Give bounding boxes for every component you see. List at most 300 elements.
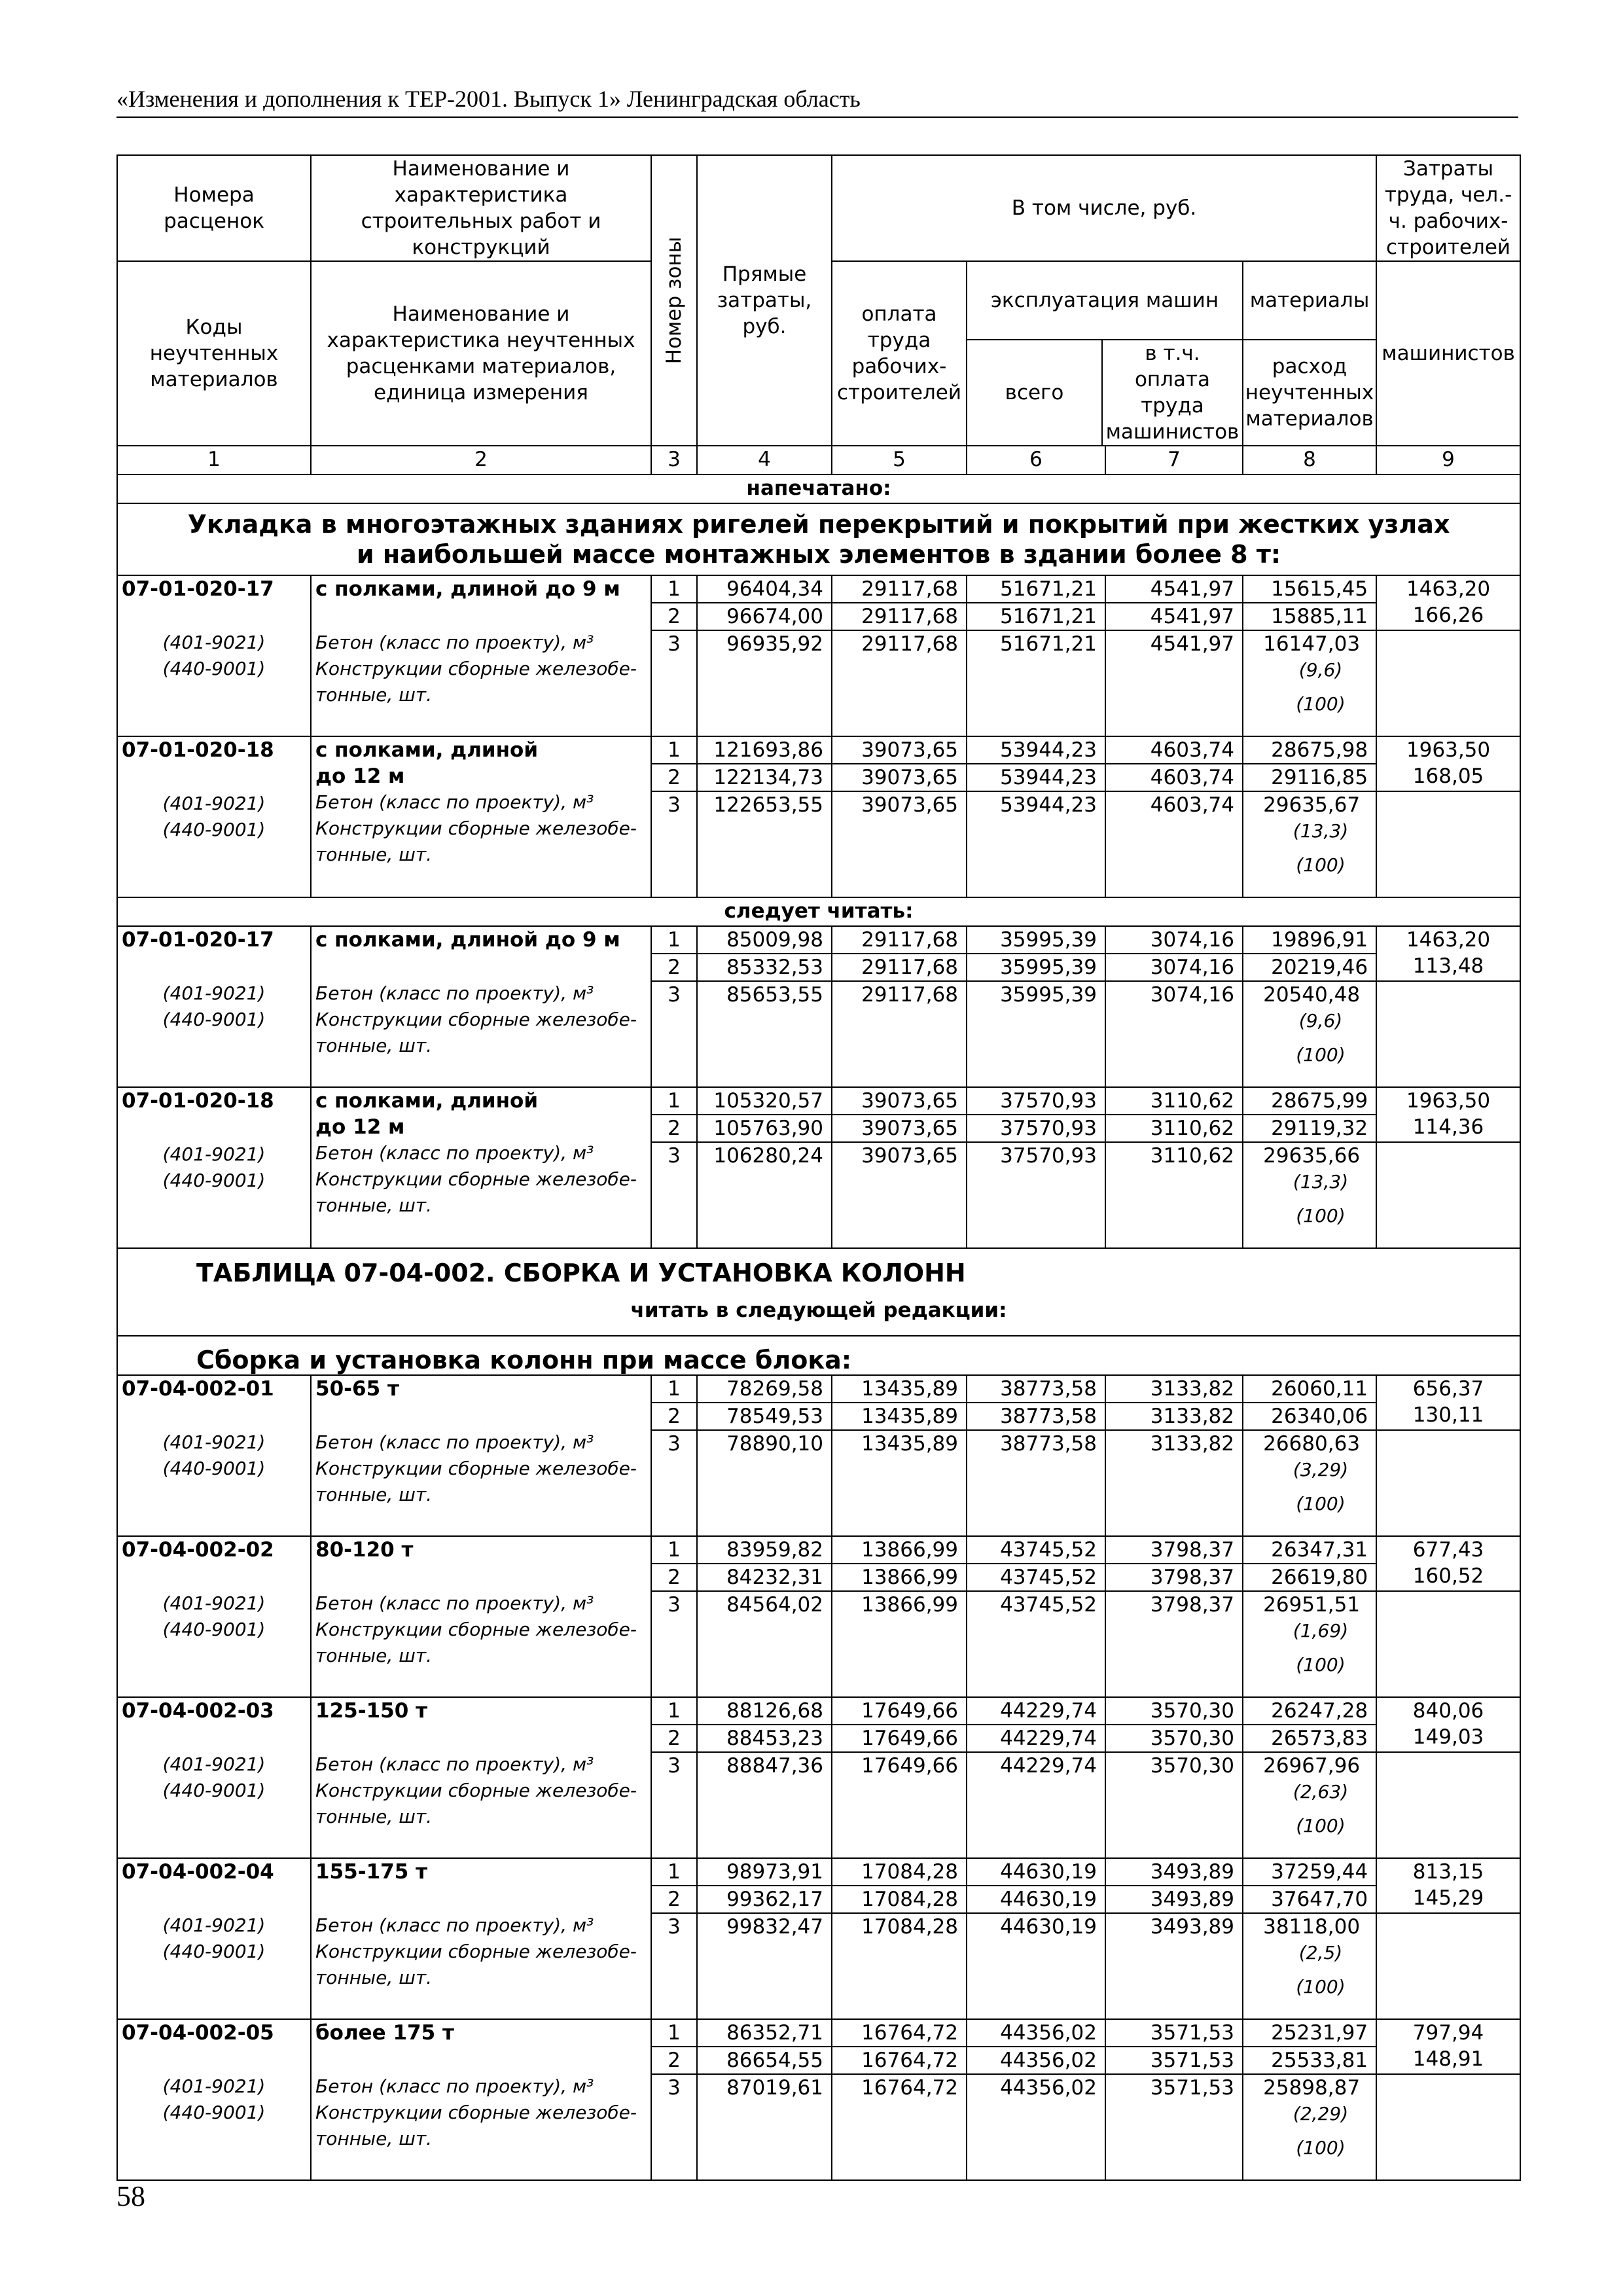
hdr-materials (1243, 261, 1376, 446)
rate-row (117, 2019, 1520, 2047)
materials-value: 29635,67 (1263, 793, 1361, 817)
table-body (117, 155, 1520, 2180)
material-name: Бетон (класс по проекту), м³ (315, 791, 594, 813)
cost-value: 39073,65 (832, 736, 967, 764)
materials-value: 25898,87 (1263, 2076, 1361, 2100)
cost-value: 13435,89 (832, 1403, 967, 1430)
hdr-machine-operation (967, 261, 1243, 446)
cost-value: 78269,58 (697, 1375, 832, 1403)
rate-row (117, 1697, 1520, 1725)
material-code: (401-9021) (162, 1753, 266, 1775)
labor-workers: 1963,50 (1406, 1089, 1491, 1113)
zone-number: 1 (651, 736, 697, 764)
cost-value: 25231,97 (1243, 2019, 1376, 2047)
material-name: Конструкции сборные железобе-тонные, шт. (315, 658, 637, 706)
zone-number: 3 (651, 791, 697, 897)
zone-number: 3 (651, 981, 697, 1087)
material-qty: (2,29) (1293, 2103, 1349, 2125)
materials-cell (1243, 2074, 1376, 2180)
hdr-materials-label: материалы (1243, 262, 1376, 340)
cost-value: 3493,89 (1105, 1858, 1243, 1886)
hdr-direct-costs: Прямые затраты, руб. (697, 155, 832, 446)
material-codes (122, 2073, 306, 2126)
rate-code-cell (117, 1858, 311, 2019)
rate-row (117, 1087, 1520, 1115)
empty-cell (1376, 1430, 1520, 1536)
materials-cell (1243, 1913, 1376, 2019)
rate-code: 07-01-020-17 (122, 928, 274, 952)
material-code: (401-9021) (162, 632, 266, 653)
material-name: Бетон (класс по проекту), м³ (315, 982, 594, 1004)
material-qty: (100) (1296, 1654, 1346, 1676)
spacer (315, 1563, 647, 1590)
cost-value: 3110,62 (1105, 1142, 1243, 1248)
column-number: 8 (1243, 446, 1376, 475)
cost-value: 85653,55 (697, 981, 832, 1087)
material-code: (401-9021) (162, 793, 266, 814)
band-printed (117, 475, 1520, 503)
hdr-material-codes: Коды неучтенных материалов (117, 261, 311, 446)
labor-cost-cell (1376, 736, 1520, 791)
material-name: Конструкции сборные железобе-тонные, шт. (315, 1168, 637, 1216)
column-numbers-row (117, 446, 1520, 475)
cost-value: 28675,99 (1243, 1087, 1376, 1115)
cost-value: 122653,55 (697, 791, 832, 897)
zone-number: 2 (651, 603, 697, 630)
rate-code: 07-04-002-02 (122, 1538, 274, 1562)
material-name: Конструкции сборные железобе-тонные, шт. (315, 1941, 637, 1988)
cost-value: 44630,19 (967, 1886, 1105, 1913)
spacer (122, 2046, 306, 2073)
material-codes (122, 980, 306, 1033)
band-printed-text: напечатано: (117, 475, 1520, 503)
hdr-material-consumption: расход неучтенных материалов (1245, 355, 1374, 431)
rate-code: 07-04-002-04 (122, 1860, 274, 1884)
cost-value: 3493,89 (1105, 1886, 1243, 1913)
cost-value: 4541,97 (1105, 575, 1243, 603)
section-title-girders-text (117, 503, 1520, 575)
cost-value: 3074,16 (1105, 954, 1243, 981)
rate-code: 07-04-002-03 (122, 1699, 274, 1723)
cost-value: 51671,21 (967, 575, 1105, 603)
materials-cell (1243, 1430, 1376, 1536)
cost-value: 3570,30 (1105, 1725, 1243, 1752)
labor-machinists: 148,91 (1412, 2047, 1484, 2071)
section-title-columns-text: Сборка и установка колонн при массе блока: (117, 1336, 1520, 1375)
rate-name-cell (311, 1858, 651, 2019)
material-name: Бетон (класс по проекту), м³ (315, 1142, 594, 1164)
rate-code-cell (117, 575, 311, 736)
cost-value: 37570,93 (967, 1087, 1105, 1115)
cost-value: 26060,11 (1243, 1375, 1376, 1403)
cost-value: 38773,58 (967, 1430, 1105, 1536)
materials-cell (1243, 1752, 1376, 1858)
cost-value: 85009,98 (697, 926, 832, 954)
rate-row (117, 926, 1520, 954)
cost-value: 19896,91 (1243, 926, 1376, 954)
labor-workers: 1463,20 (1406, 577, 1491, 601)
materials-cell (1243, 791, 1376, 897)
material-code: (440-9001) (162, 1780, 266, 1801)
hdr-including: В том числе, руб. (832, 155, 1376, 261)
labor-machinists: 113,48 (1412, 954, 1484, 978)
zone-number: 1 (651, 1375, 697, 1403)
rate-row (117, 1858, 1520, 1886)
hdr-machinists: машинистов (1376, 261, 1520, 446)
cost-value: 39073,65 (832, 791, 967, 897)
material-names (315, 1140, 647, 1219)
empty-cell (1376, 1591, 1520, 1697)
spacer (315, 1885, 647, 1912)
cost-value: 13866,99 (832, 1536, 967, 1564)
cost-value: 3798,37 (1105, 1591, 1243, 1697)
rate-code-cell (117, 736, 311, 897)
running-header: «Изменения и дополнения к ТЕР-2001. Выпуск 1» Ленинградская область (116, 82, 1518, 118)
spacer (315, 1402, 647, 1429)
materials-value: 16147,03 (1263, 632, 1361, 656)
section-title-girders-line: и наибольшей массе монтажных элементов в здании более 8 т: (356, 540, 1281, 569)
cost-value: 105763,90 (697, 1115, 832, 1142)
table-title-band (117, 1248, 1520, 1336)
rate-name-cell (311, 575, 651, 736)
rate-name-cell (311, 736, 651, 897)
rate-code-cell (117, 926, 311, 1087)
cost-value: 35995,39 (967, 926, 1105, 954)
material-name: Конструкции сборные железобе-тонные, шт. (315, 1458, 637, 1505)
cost-value: 96404,34 (697, 575, 832, 603)
cost-value: 43745,52 (967, 1591, 1105, 1697)
cost-value: 3570,30 (1105, 1697, 1243, 1725)
cost-value: 51671,21 (967, 630, 1105, 736)
empty-cell (1376, 1142, 1520, 1248)
rate-name: 125-150 т (315, 1699, 428, 1723)
material-names (315, 2073, 647, 2152)
zone-number: 1 (651, 575, 697, 603)
rate-row (117, 575, 1520, 603)
material-qty: (100) (1296, 1205, 1346, 1227)
material-names (315, 1751, 647, 1830)
cost-value: 38773,58 (967, 1403, 1105, 1430)
spacer (122, 953, 306, 980)
cost-value: 44229,74 (967, 1752, 1105, 1858)
cost-value: 96674,00 (697, 603, 832, 630)
cost-value: 88847,36 (697, 1752, 832, 1858)
cost-value: 88453,23 (697, 1725, 832, 1752)
material-name: Бетон (класс по проекту), м³ (315, 1914, 594, 1936)
labor-cost-cell (1376, 575, 1520, 630)
material-qty: (100) (1296, 1815, 1346, 1837)
zone-number: 3 (651, 630, 697, 736)
material-qty: (100) (1296, 693, 1346, 715)
cost-value: 121693,86 (697, 736, 832, 764)
cost-value: 4603,74 (1105, 764, 1243, 791)
spacer (315, 1724, 647, 1751)
material-name: Бетон (класс по проекту), м³ (315, 632, 594, 653)
cost-value: 13866,99 (832, 1591, 967, 1697)
cost-value: 28675,98 (1243, 736, 1376, 764)
cost-value: 96935,92 (697, 630, 832, 736)
material-name: Бетон (класс по проекту), м³ (315, 1592, 594, 1614)
cost-value: 122134,73 (697, 764, 832, 791)
materials-value: 29635,66 (1263, 1144, 1361, 1168)
cost-value: 44630,19 (967, 1858, 1105, 1886)
labor-workers: 813,15 (1412, 1860, 1484, 1884)
cost-value: 16764,72 (832, 2019, 967, 2047)
rate-code-cell (117, 1375, 311, 1536)
cost-value: 3571,53 (1105, 2074, 1243, 2180)
rate-code-cell (117, 2019, 311, 2180)
rate-code: 07-01-020-18 (122, 1089, 274, 1113)
cost-value: 26340,06 (1243, 1403, 1376, 1430)
material-code: (401-9021) (162, 1914, 266, 1936)
cost-value: 4603,74 (1105, 791, 1243, 897)
materials-cell (1243, 1142, 1376, 1248)
cost-value: 44356,02 (967, 2047, 1105, 2074)
hdr-zone-number (651, 155, 697, 446)
spacer (315, 2046, 647, 2073)
material-qty: (100) (1296, 854, 1346, 876)
material-name: Конструкции сборные железобе-тонные, шт. (315, 817, 637, 865)
cost-value: 99362,17 (697, 1886, 832, 1913)
cost-value: 26573,83 (1243, 1725, 1376, 1752)
material-qty: (3,29) (1293, 1459, 1349, 1480)
material-name: Конструкции сборные железобе-тонные, шт. (315, 1780, 637, 1827)
cost-value: 4603,74 (1105, 736, 1243, 764)
cost-value: 35995,39 (967, 954, 1105, 981)
cost-value: 29117,68 (832, 575, 967, 603)
labor-machinists: 149,03 (1412, 1725, 1484, 1749)
material-qty: (1,69) (1293, 1620, 1349, 1641)
material-code: (440-9001) (162, 1170, 266, 1191)
page-number: 58 (116, 2180, 145, 2212)
labor-cost-cell (1376, 1375, 1520, 1430)
hdr-worker-pay: оплата труда рабочих-строителей (832, 261, 967, 446)
table-title: ТАБЛИЦА 07-04-002. СБОРКА И УСТАНОВКА КОЛОНН (196, 1259, 966, 1287)
cost-value: 4541,97 (1105, 603, 1243, 630)
cost-value: 3571,53 (1105, 2047, 1243, 2074)
material-names (315, 980, 647, 1059)
zone-number: 2 (651, 1403, 697, 1430)
cost-value: 43745,52 (967, 1564, 1105, 1591)
materials-cell (1243, 1591, 1376, 1697)
material-names (315, 1590, 647, 1669)
cost-value: 44229,74 (967, 1697, 1105, 1725)
cost-value: 3133,82 (1105, 1403, 1243, 1430)
column-number: 7 (1105, 446, 1243, 475)
section-title-girders (117, 503, 1520, 575)
hdr-material-names: Наименование и характеристика неучтенных расценками материалов, единица измерения (311, 261, 651, 446)
cost-value: 38773,58 (967, 1375, 1105, 1403)
cost-value: 51671,21 (967, 603, 1105, 630)
cost-value: 44356,02 (967, 2074, 1105, 2180)
hdr-machine-total: всего (967, 340, 1103, 445)
rate-name: с полками, длиной до 12 м (315, 738, 539, 788)
material-name: Конструкции сборные железобе-тонные, шт. (315, 1009, 637, 1056)
table-title-band-cell (117, 1248, 1520, 1336)
material-names (315, 1429, 647, 1508)
cost-value: 3110,62 (1105, 1115, 1243, 1142)
zone-number: 1 (651, 2019, 697, 2047)
cost-value: 84564,02 (697, 1591, 832, 1697)
rate-row (117, 1536, 1520, 1564)
cost-value: 86352,71 (697, 2019, 832, 2047)
rate-code-cell (117, 1697, 311, 1858)
cost-value: 20219,46 (1243, 954, 1376, 981)
column-number: 5 (832, 446, 967, 475)
empty-cell (1376, 2074, 1520, 2180)
rate-row (117, 1375, 1520, 1403)
zone-number: 3 (651, 1430, 697, 1536)
cost-value: 3133,82 (1105, 1375, 1243, 1403)
material-qty: (9,6) (1298, 659, 1343, 681)
cost-value: 53944,23 (967, 791, 1105, 897)
cost-value: 29117,68 (832, 926, 967, 954)
material-code: (401-9021) (162, 982, 266, 1004)
cost-value: 29116,85 (1243, 764, 1376, 791)
rate-name-cell (311, 926, 651, 1087)
cost-value: 53944,23 (967, 736, 1105, 764)
cost-value: 15885,11 (1243, 603, 1376, 630)
cost-value: 83959,82 (697, 1536, 832, 1564)
cost-value: 26347,31 (1243, 1536, 1376, 1564)
material-names (315, 789, 647, 868)
zone-number: 1 (651, 1697, 697, 1725)
column-number: 6 (967, 446, 1105, 475)
labor-machinists: 160,52 (1412, 1564, 1484, 1588)
section-title-columns (117, 1336, 1520, 1375)
material-codes (122, 791, 306, 843)
spacer (122, 602, 306, 630)
rate-code-cell (117, 1536, 311, 1697)
cost-value: 44356,02 (967, 2019, 1105, 2047)
cost-value: 17084,28 (832, 1858, 967, 1886)
cost-value: 3110,62 (1105, 1087, 1243, 1115)
material-name: Конструкции сборные железобе-тонные, шт. (315, 2102, 637, 2149)
spacer (315, 602, 647, 630)
material-qty: (2,63) (1293, 1781, 1349, 1803)
material-code: (440-9001) (162, 819, 266, 840)
zone-number: 1 (651, 1536, 697, 1564)
labor-workers: 840,06 (1412, 1699, 1484, 1723)
cost-value: 37570,93 (967, 1115, 1105, 1142)
cost-value: 17084,28 (832, 1913, 967, 2019)
cost-value: 88126,68 (697, 1697, 832, 1725)
labor-cost-cell (1376, 926, 1520, 981)
material-code: (401-9021) (162, 1431, 266, 1453)
cost-value: 105320,57 (697, 1087, 832, 1115)
cost-value: 85332,53 (697, 954, 832, 981)
material-qty: (100) (1296, 1044, 1346, 1066)
labor-cost-cell (1376, 2019, 1520, 2074)
cost-value: 106280,24 (697, 1142, 832, 1248)
cost-value: 37647,70 (1243, 1886, 1376, 1913)
cost-value: 3074,16 (1105, 981, 1243, 1087)
hdr-work-name: Наименование и характеристика строительных работ и конструкций (311, 155, 651, 261)
cost-value: 17649,66 (832, 1752, 967, 1858)
cost-value: 25533,81 (1243, 2047, 1376, 2074)
zone-number: 3 (651, 2074, 697, 2180)
rate-name-cell (311, 1087, 651, 1248)
column-number: 9 (1376, 446, 1520, 475)
material-code: (440-9001) (162, 658, 266, 679)
zone-number: 3 (651, 1142, 697, 1248)
rate-name-cell (311, 1375, 651, 1536)
spacer (122, 1563, 306, 1590)
material-codes (122, 1751, 306, 1804)
labor-machinists: 168,05 (1412, 764, 1484, 788)
labor-machinists: 130,11 (1412, 1403, 1484, 1427)
labor-workers: 1963,50 (1406, 738, 1491, 762)
zone-number: 3 (651, 1591, 697, 1697)
materials-value: 20540,48 (1263, 983, 1361, 1007)
band-read-text: следует читать: (117, 897, 1520, 926)
cost-value: 39073,65 (832, 1087, 967, 1115)
labor-workers: 797,94 (1412, 2021, 1484, 2045)
labor-cost-cell (1376, 1858, 1520, 1913)
cost-value: 13435,89 (832, 1430, 967, 1536)
spacer (315, 953, 647, 980)
rate-name-cell (311, 1536, 651, 1697)
material-name: Конструкции сборные железобе-тонные, шт. (315, 1619, 637, 1666)
empty-cell (1376, 630, 1520, 736)
cost-value: 29117,68 (832, 954, 967, 981)
rate-code-cell (117, 1087, 311, 1248)
cost-value: 43745,52 (967, 1536, 1105, 1564)
hdr-zone-number-text: Номер зоны (662, 236, 686, 365)
spacer (122, 1402, 306, 1429)
rate-name: с полками, длиной до 12 м (315, 1089, 539, 1139)
zone-number: 1 (651, 1858, 697, 1886)
cost-value: 3570,30 (1105, 1752, 1243, 1858)
cost-value: 35995,39 (967, 981, 1105, 1087)
cost-value: 3571,53 (1105, 2019, 1243, 2047)
cost-value: 39073,65 (832, 1115, 967, 1142)
labor-cost-cell (1376, 1536, 1520, 1591)
column-number: 2 (311, 446, 651, 475)
rate-name: с полками, длиной до 9 м (315, 577, 620, 601)
rate-name: 80-120 т (315, 1538, 414, 1562)
material-codes (122, 1429, 306, 1482)
labor-machinists: 114,36 (1412, 1115, 1484, 1139)
empty-cell (1376, 791, 1520, 897)
rate-name-cell (311, 2019, 651, 2180)
rate-name: 50-65 т (315, 1377, 399, 1401)
cost-value: 3493,89 (1105, 1913, 1243, 2019)
edition-note: читать в следующей редакции: (630, 1299, 1007, 1322)
cost-value: 29117,68 (832, 630, 967, 736)
material-qty: (100) (1296, 1976, 1346, 1998)
cost-value: 26247,28 (1243, 1697, 1376, 1725)
labor-workers: 656,37 (1412, 1377, 1484, 1401)
cost-value: 3798,37 (1105, 1536, 1243, 1564)
material-qty: (100) (1296, 1493, 1346, 1515)
hdr-labor-costs: Затраты труда, чел.-ч. рабочих-строителей (1376, 155, 1520, 261)
rate-code: 07-04-002-05 (122, 2021, 274, 2045)
rate-code: 07-04-002-01 (122, 1377, 274, 1401)
spacer (122, 1724, 306, 1751)
empty-cell (1376, 1913, 1520, 2019)
cost-value: 78890,10 (697, 1430, 832, 1536)
rate-code: 07-01-020-18 (122, 738, 274, 762)
cost-value: 16764,72 (832, 2074, 967, 2180)
material-name: Бетон (класс по проекту), м³ (315, 1431, 594, 1453)
material-code: (440-9001) (162, 1941, 266, 1962)
cost-value: 17649,66 (832, 1697, 967, 1725)
band-read (117, 897, 1520, 926)
cost-value: 84232,31 (697, 1564, 832, 1591)
zone-number: 3 (651, 1752, 697, 1858)
material-codes (122, 630, 306, 682)
